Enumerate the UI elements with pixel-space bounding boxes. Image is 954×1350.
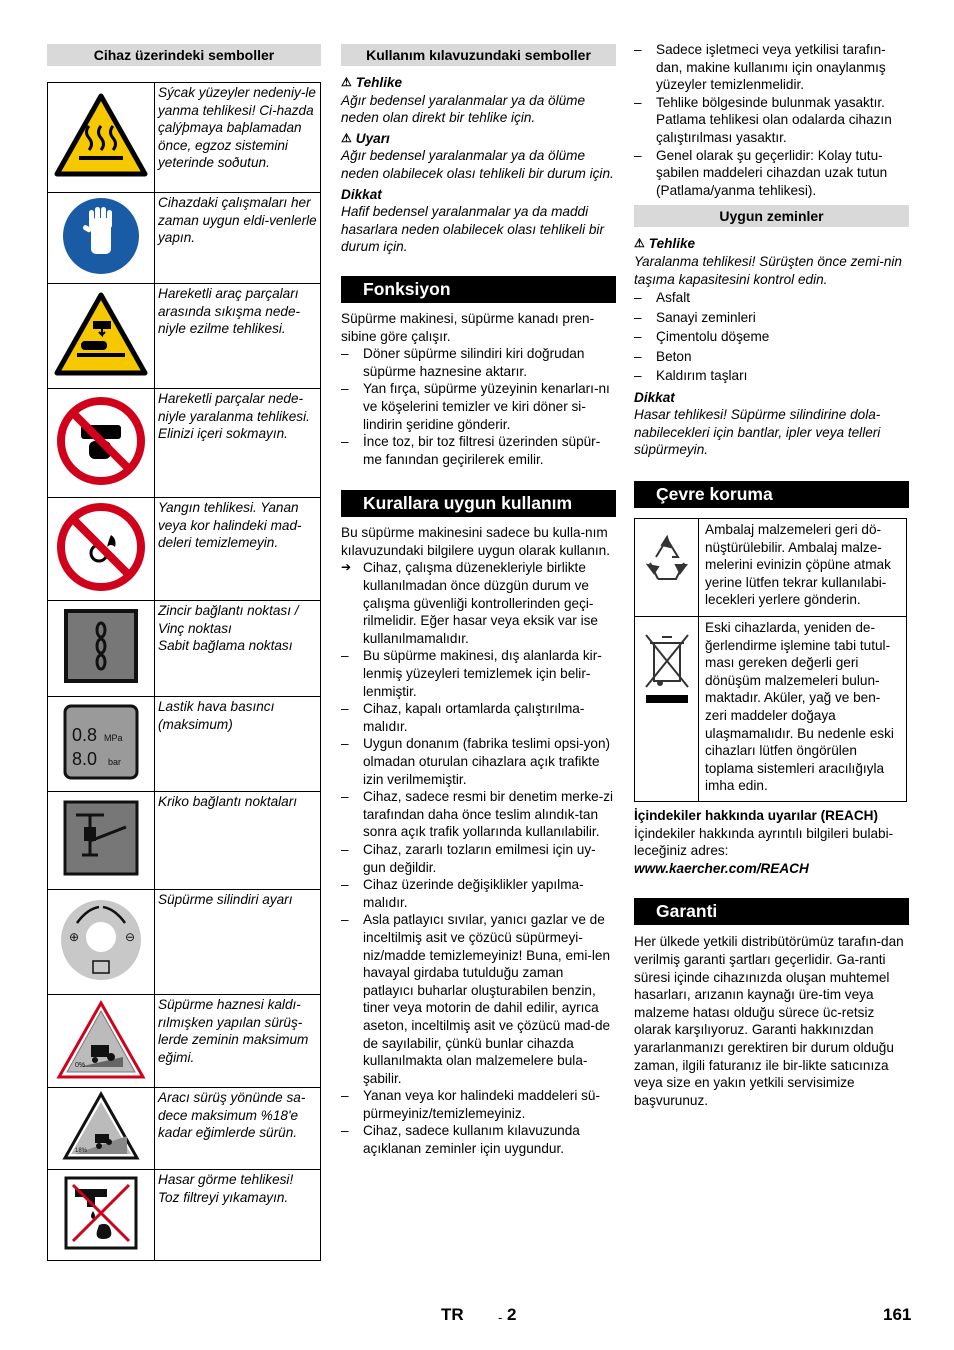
pressure-unit-bar: bar: [108, 756, 122, 767]
table-row: [48, 601, 321, 697]
symbol-text: Yangın tehlikesi. Yanan veya kor halindeki mad-deleri temizlemeyin.: [155, 498, 321, 601]
list-item: – Yanan veya kor halindeki maddeleri sü-pürmeyiniz/temizlemeyiniz.: [341, 1087, 616, 1122]
max-slope-forward-icon: [61, 1090, 141, 1162]
reach-title: İçindekiler hakkında uyarılar (REACH): [634, 808, 879, 823]
roller-adjust-icon: [59, 895, 143, 985]
slope-label: 0%: [75, 1061, 86, 1069]
footer-sep: -: [498, 1310, 503, 1325]
list-item: – Beton: [634, 347, 909, 367]
max-slope-raised-hopper-icon: [53, 997, 149, 1081]
table-row: [48, 697, 321, 792]
function-heading: Fonksiyon: [341, 276, 616, 303]
warranty-text: Her ülkede yetkili distribütörümüz tarafın-dan verilmiş garanti şartları geçerlidir. Ga-ranti süresi içinde cihazınızda oluşan muhtemel hasarları, arızanın kaynağı üre-tim veya malzeme hatası olduğu sürece üc-retsiz olarak karşılıyoruz. Garanti hakkınızdan yararlanmanızı gerektiren bir durum olduğu zaman, ilgili faturanız ile bir-likte satıcınıza veya size en yakın yetkili servisimize başvurunuz.: [634, 934, 904, 1108]
warning-triangle-icon: ⚠: [341, 75, 352, 89]
table-row: [48, 890, 321, 995]
table-row: [48, 498, 321, 601]
list-item: – İnce toz, bir toz filtresi üzerinden süpür-me fanından geçirilerek emilir.: [341, 433, 616, 468]
list-item: – Yan fırça, süpürme yüzeyinin kenarları-nı ve köşelerini temizler ve kiri döner si-lindirin şeridine gönderir.: [341, 380, 616, 433]
symbols-column: [47, 44, 321, 1261]
danger-text: Yaralanma tehlikesi! Sürüşten önce zemi-nin taşıma kapasitesini kontrol edin.: [634, 253, 902, 287]
tyre-pressure-icon: [62, 703, 140, 781]
warning-triangle-icon: ⚠: [341, 130, 352, 145]
recycle-icon: [640, 533, 694, 585]
weee-bin-icon: [640, 631, 694, 707]
surfaces-list: [634, 288, 909, 386]
crush-hazard-warning-icon: [53, 291, 149, 377]
symbol-text: Aracı sürüş yönünde sa-dece maksimum %18'e kadar eğimlerde sürün.: [155, 1088, 321, 1170]
list-item: – Sadece işletmeci veya yetkilisi tarafın-dan, makine kullanımı için onaylanmış yüzeyler temizlenmelidir.: [634, 41, 909, 94]
footer-chapter: 2: [507, 1305, 517, 1324]
symbol-text: Sýcak yüzeyler nedeniy-le yanma tehlikesi! Ci-hazda çalýþmaya baþlamadan önce, egzoz sistemini yeterinde soðutun.: [155, 83, 321, 193]
svg-text:⊖: ⊖: [125, 929, 136, 944]
old-device-disposal-text: Eski cihazlarda, yeniden de-ğerlendirme işlemine tabi tutul-ması gereken değerli geri dönüşüm malzemeleri bulun-maktadır. Aküler, yağ ve ben-zeri maddeler doğaya ulaşmamalıdır. Bu nedenle eski cihazları lütfen öngörülen toplama sistemleri aracılığıyla imha edin.: [699, 617, 907, 802]
symbol-text: Zincir bağlantı noktası / Vinç noktası Sabit bağlama noktası: [155, 601, 321, 697]
danger-label: ⚠ Tehlike: [341, 75, 403, 90]
table-row: [48, 389, 321, 498]
intended-use-intro: Bu süpürme makinesini sadece bu kulla-nım kılavuzundaki bilgilere uygun olarak kullanın.: [341, 525, 611, 558]
warranty-heading: Garanti: [634, 898, 909, 925]
caution-label: Dikkat: [634, 389, 675, 405]
hot-surface-warning-icon: [53, 92, 149, 178]
table-row: [48, 284, 321, 389]
packaging-recycle-text: Ambalaj malzemeleri geri dö-nüştürülebilir. Ambalaj malze-melerini evinizin çöpüne atmak yerine lütfen tekrar kullanılabi-lecekleri yerlere gönderin.: [699, 519, 907, 617]
danger-text: Ağır bedensel yaralanmalar ya da ölüme neden olan direkt bir tehlike için.: [341, 92, 586, 126]
intended-use-list: [341, 559, 616, 1157]
surfaces-header: Uygun zeminler: [634, 205, 909, 227]
table-row: [48, 83, 321, 193]
slope-label: 18%: [75, 1148, 88, 1155]
symbol-text: Kriko bağlantı noktaları: [155, 792, 321, 890]
list-item: – Bu süpürme makinesi, dış alanlarda kir-lenmiş yüzeyleri temizlemek için belir-lenmiştir.: [341, 647, 616, 700]
reach-text: İçindekiler hakkında ayrıntılı bilgileri bulabi-leceğiniz adres:: [634, 825, 894, 859]
function-list: [341, 345, 616, 468]
symbol-text: Cihazdaki çalışmaları her zaman uygun eldi-venlerle yapın.: [155, 193, 321, 284]
table-row: [48, 995, 321, 1088]
list-item: – Tehlike bölgesinde bulunmak yasaktır. Patlama tehlikesi olan odalarda cihazın çalıştırılması yasaktır.: [634, 94, 909, 147]
function-intro: Süpürme makinesi, süpürme kanadı pren-sibine göre çalışır.: [341, 310, 595, 344]
list-item: – Sanayi zeminleri: [634, 308, 909, 328]
no-wash-filter-icon: [63, 1175, 139, 1251]
no-hand-reaching-icon: [55, 395, 147, 487]
table-row: [48, 792, 321, 890]
right-column: [634, 41, 909, 1109]
list-item: – Genel olarak şu geçerlidir: Kolay tutu-şabilen maddeleri cihazdan uzak tutun (Patlama/yanma tehlikesi).: [634, 147, 909, 200]
list-item: – Uygun donanım (fabrika teslimi opsi-yon) olmadan oturulan cihazlara açık trafikte izin verilmemiştir.: [341, 735, 616, 788]
warning-label: ⚠ Uyarı: [341, 130, 390, 146]
table-row: [48, 1170, 321, 1261]
symbol-text: Lastik hava basıncı (maksimum): [155, 697, 321, 792]
usage-list: [634, 41, 909, 199]
list-item: – Cihaz, sadece resmi bir denetim merke-zi tarafından daha önce teslim alındık-tan sonra açık trafik yollarında kullanılabilir.: [341, 788, 616, 841]
environment-heading: Çevre koruma: [634, 481, 909, 508]
danger-label: ⚠ Tehlike: [634, 236, 696, 252]
table-row: [635, 519, 907, 617]
manual-symbols-header: Kullanım kılavuzundaki semboller: [341, 44, 616, 66]
list-item: – Kaldırım taşları: [634, 366, 909, 386]
list-item-arrow: ➔ Cihaz, çalışma düzenekleriyle birlikte kullanılmadan önce düzgün durum ve çalışma güvenliği kontrollerinden geçi-rilmelidir. Eğer hasar veya eksik var ise kullanılmamalıdır.: [341, 559, 616, 647]
manual-column: [341, 44, 616, 1158]
page-number: 161: [883, 1305, 912, 1324]
list-item: – Döner süpürme silindiri kiri doğrudan süpürme haznesine aktarır.: [341, 345, 616, 380]
list-item: – Asfalt: [634, 288, 909, 308]
environment-table: [634, 518, 907, 802]
jack-point-icon: [62, 799, 140, 877]
list-item: – Cihaz, zararlı tozların emilmesi için uy-gun değildir.: [341, 841, 616, 876]
table-row: [635, 617, 907, 802]
svg-text:⊕: ⊕: [69, 929, 80, 944]
caution-text: Hafif bedensel yaralanmalar ya da maddi hasarlara neden olabilecek olası tehlikeli bir durum için.: [341, 204, 604, 255]
warning-text: Ağır bedensel yaralanmalar ya da ölüme neden olabilecek olası tehlikeli bir durum için.: [341, 148, 614, 181]
caution-text: Hasar tehlikesi! Süpürme silindirine dola-nabilecekleri için bantlar, ipler veya telleri süpürmeyin.: [634, 407, 881, 458]
chain-lashing-point-icon: [63, 608, 139, 684]
table-row: [48, 193, 321, 284]
intended-use-heading: Kurallara uygun kullanım: [341, 490, 616, 517]
device-symbols-header: Cihaz üzerindeki semboller: [47, 44, 321, 66]
list-item: – Çimentolu döşeme: [634, 327, 909, 347]
wear-gloves-icon: [61, 196, 141, 276]
caution-label: Dikkat: [341, 186, 382, 202]
list-item: – Cihaz, kapalı ortamlarda çalıştırılma-malıdır.: [341, 700, 616, 735]
symbol-text: Hareketli parçalar nede-niyle yaralanma tehlikesi. Elinizi içeri sokmayın.: [155, 389, 321, 498]
no-burning-material-icon: [55, 501, 147, 593]
table-row: [48, 1088, 321, 1170]
symbol-text: Süpürme silindiri ayarı: [155, 890, 321, 995]
symbols-table: [47, 82, 321, 1261]
pressure-unit-mpa: MPa: [104, 732, 123, 743]
warning-triangle-icon: ⚠: [634, 236, 645, 251]
list-item: – Cihaz, sadece kullanım kılavuzunda açıklanan zeminler için uygundur.: [341, 1122, 616, 1157]
list-item: – Asla patlayıcı sıvılar, yanıcı gazlar ve de inceltilmiş asit ve çözücü süpürmeyi-niz/madde temizlemeyiniz! Buna, emi-len havayal girdaba tutulduğu zaman patlayıcı buharlar oluşturabilen benzin, tiner veya motorin de dahil edilir, ayrıca aseton, inceltilmiş asit ve çözücü mad-de de sayılabilir, çünkü bunlar cihazda kullanılmakta olan malzemelere bula-şabilir.: [341, 911, 616, 1087]
list-item: – Cihaz üzerinde değişiklikler yapılma-malıdır.: [341, 876, 616, 911]
reach-link[interactable]: www.kaercher.com/REACH: [634, 860, 809, 876]
pressure-value-bar: 8.0: [72, 748, 98, 769]
pressure-value-mpa: 0.8: [72, 724, 98, 745]
symbol-text: Hasar görme tehlikesi! Toz filtreyi yıkamayın.: [155, 1170, 321, 1261]
symbol-text: Süpürme haznesi kaldı-rılmışken yapılan sürüş-lerde zeminin maksimum eğimi.: [155, 995, 321, 1088]
symbol-text: Hareketli araç parçaları arasında sıkışma nede-niyle ezilme tehlikesi.: [155, 284, 321, 389]
footer-lang: TR: [441, 1305, 464, 1324]
